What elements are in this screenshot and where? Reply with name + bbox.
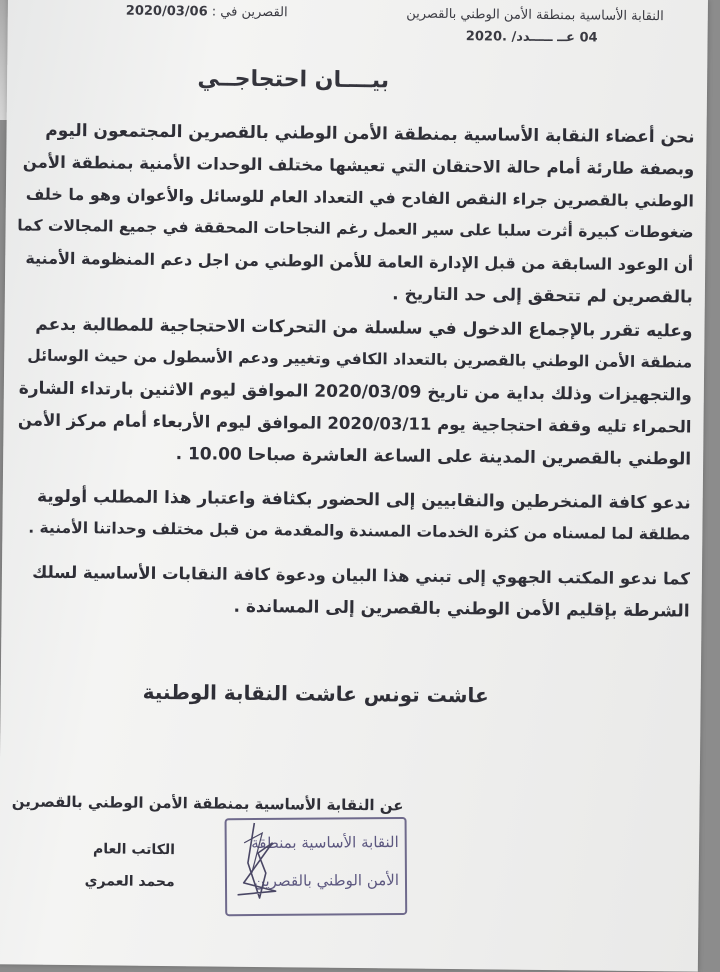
header-ref: 2020. عــ ـــــدد/ 04 (465, 29, 598, 46)
paragraph-3-line: ندعو كافة المنخرطين والنقابيين إلى الحضور بكثافة واعتبار هذا المطلب أولوية (36, 486, 691, 514)
stamp-line-2: الأمن الوطني بالقصرين (253, 871, 400, 891)
header-place-label: القصرين في : (211, 4, 288, 21)
paragraph-1-line: أن الوعود السابقة من قبل الإدارة العامة للأمن الوطني من اجل دعم المنظومة الأمنية (25, 248, 694, 275)
paragraph-2-line: الحمراء تليه وقفة احتجاجية يوم 2020/03/11 الموافق ليوم الأربعاء أمام مركز الأمن (17, 410, 692, 437)
paragraph-2-line: وعليه تقرر بالإجماع الدخول في سلسلة من التحركات الاحتجاجية للمطالبة بدعم (35, 314, 693, 342)
paragraph-1-line: وبصفة طارئة أمام حالة الاحتقان التي تعيشها مختلف الوحدات الأمنية بمنطقة الأمن (22, 152, 695, 179)
paragraph-4-line: الشرطة بإقليم الأمن الوطني بالقصرين إلى المساندة . (233, 596, 690, 622)
paragraph-2-line: والتجهيزات وذلك بداية من تاريخ 2020/03/09 الموافق ليوم الاثنين بارتداء الشارة (18, 378, 692, 406)
signatory-role: الكاتب العام (92, 841, 176, 859)
paragraph-1-line: ضغوطات كبيرة أثرت سلبا على سير العمل رغم النجاحات المحققة في جميع المجالات كما (17, 216, 694, 242)
header-org: النقابة الأساسية بمنطقة الأمن الوطني بالقصرين (406, 6, 664, 25)
paragraph-1-line: الوطني بالقصرين جراء النقص الفادح في التعداد العام للوسائل والأعوان وهو ما خلف (25, 184, 694, 211)
header-date-block (126, 4, 288, 21)
header-ref-label: عــ ـــــدد/ (511, 29, 576, 46)
header-ref-number: 04 (579, 30, 598, 46)
paragraph-4-line: كما ندعو المكتب الجهوي إلى تبني هذا البيان ودعوة كافة النقابات الأساسية لسلك (32, 562, 691, 589)
header-date: 2020/03/06 (125, 3, 208, 20)
signatory-name: محمد العمري (84, 873, 175, 891)
paragraph-1-line: نحن أعضاء النقابة الأساسية بمنطقة الأمن الوطني بالقصرين المجتمعون اليوم (45, 120, 695, 148)
paragraph-3-line: مطلقة لما لمسناه من كثرة الخدمات المسندة والمقدمة من قبل مختلف وحداتنا الأمنية . (28, 518, 691, 544)
stamp-line-1: النقابة الأساسية بمنطقة (251, 833, 399, 853)
paragraph-2-line: منطقة الأمن الوطني بالقصرين بالتعداد الكافي وتغيير ودعم الأسطول من حيث الوسائل (27, 346, 693, 372)
paragraph-1-line: بالقصرين لم تتحقق إلى حد التاريخ . (392, 284, 693, 308)
header-ref-year: 2020 (465, 29, 503, 45)
paragraph-2-line: الوطني بالقصرين المدينة على الساعة العاشرة صباحا 10.00 . (175, 444, 692, 470)
on-behalf-line: عن النقابة الأساسية بمنطقة الأمن الوطني بالقصرين (11, 792, 404, 815)
handwritten-signature (213, 803, 294, 914)
document-title: بيــــان احتجاجــي (197, 66, 390, 94)
closing-slogan: عاشت تونس عاشت النقابة الوطنية (142, 679, 489, 708)
